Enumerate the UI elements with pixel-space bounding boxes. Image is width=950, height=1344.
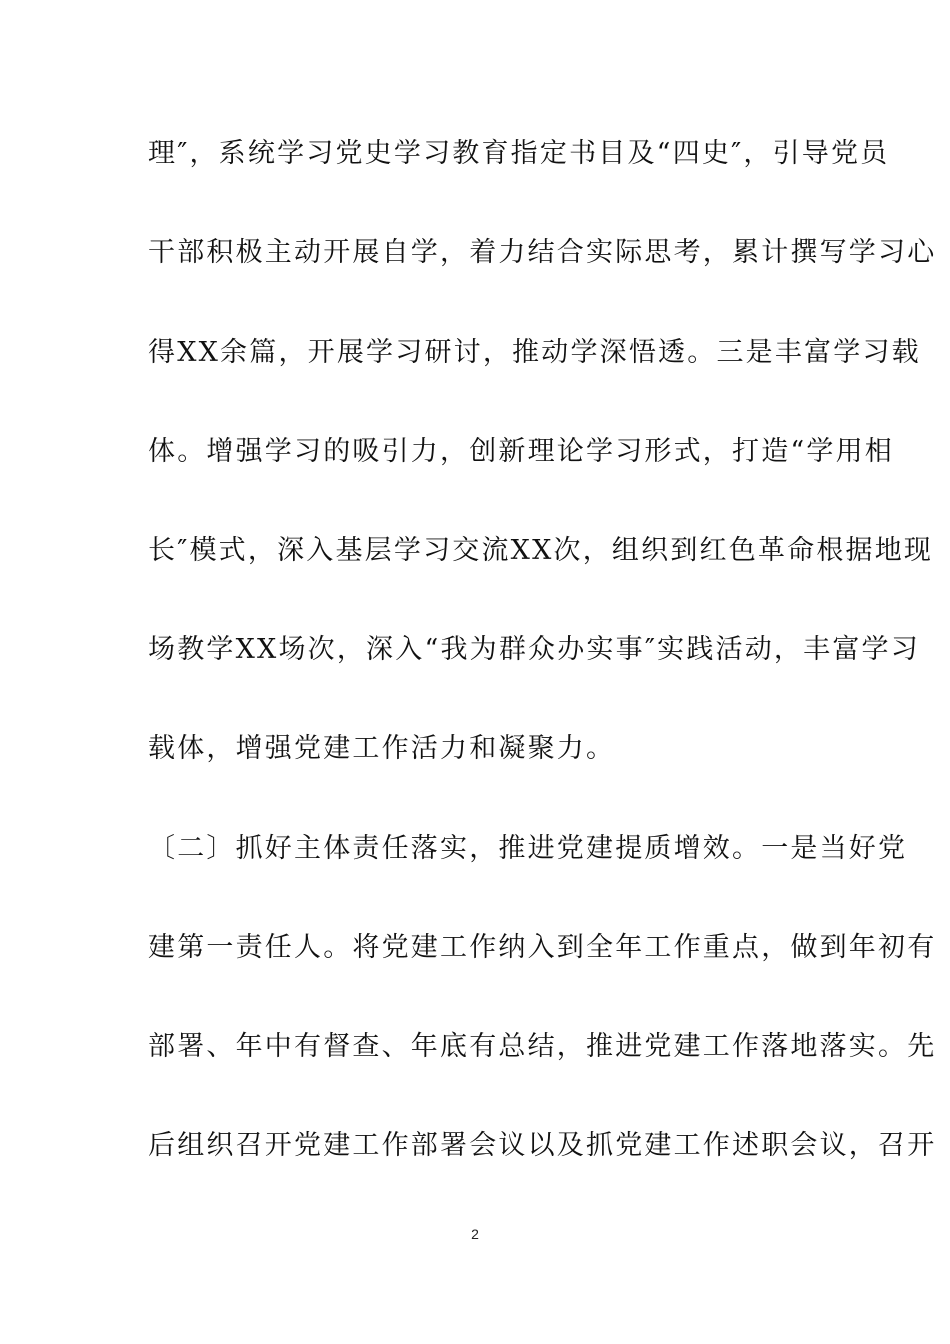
- page-number: 2: [471, 1226, 479, 1242]
- text-line-6: 场教学XX场次，深入“我为群众办实事″实践活动，丰富学习: [148, 634, 920, 665]
- text-line-9: 建第一责任人。将党建工作纳入到全年工作重点，做到年初有: [148, 932, 937, 963]
- text-line-2: 干部积极主动开展自学，着力结合实际思考，累计撰写学习心: [148, 237, 937, 268]
- text-line-5: 长″模式，深入基层学习交流XX次，组织到红色革命根据地现: [148, 535, 934, 566]
- text-line-11: 后组织召开党建工作部署会议以及抓党建工作述职会议，召开: [148, 1130, 937, 1161]
- text-line-4: 体。增强学习的吸引力，创新理论学习形式，打造“学用相: [148, 436, 895, 467]
- text-line-8: 〔二〕抓好主体责任落实，推进党建提质增效。一是当好党: [148, 833, 908, 864]
- text-line-3: 得XX余篇，开展学习研讨，推动学深悟透。三是丰富学习载: [148, 337, 921, 368]
- text-line-10: 部署、年中有督查、年底有总结，推进党建工作落地落实。先: [148, 1031, 937, 1062]
- text-line-1: 理″，系统学习党史学习教育指定书目及“四史″，引导党员: [148, 138, 890, 169]
- text-line-7: 载体，增强党建工作活力和凝聚力。: [148, 733, 616, 764]
